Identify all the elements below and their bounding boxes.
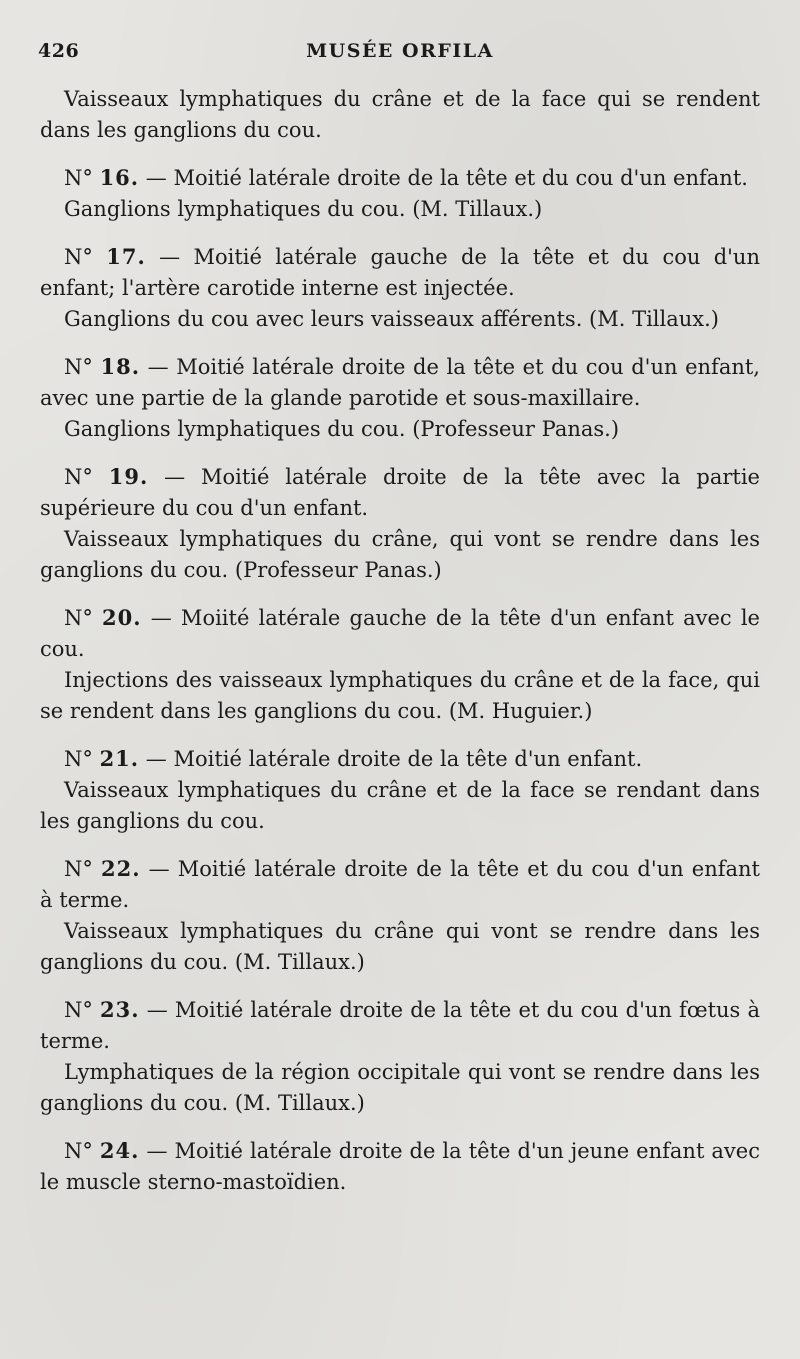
entry-title: — Moitié latérale gauche de la tête et du cou d'un enfant; l'artère carotide interne est injectée. [40, 245, 760, 300]
entry-description: Vaisseaux lymphatiques du crâne qui vont se rendre dans les ganglions du cou. (M. Tillaux.) [40, 919, 760, 974]
entry-number-label: N° [64, 166, 93, 190]
entry-heading [40, 162, 760, 194]
entry-heading [40, 1135, 760, 1198]
entry-number: 24. [99, 1138, 140, 1163]
catalog-entry [40, 351, 760, 445]
catalog-entry [40, 994, 760, 1119]
entry-number-label: N° [64, 857, 93, 881]
entry-heading [40, 853, 760, 916]
entry-number-label: N° [64, 606, 93, 630]
entry-description: Ganglions lymphatiques du cou. (Professeur Panas.) [64, 417, 620, 441]
entry-title: — Moitié latérale droite de la tête et du cou d'un enfant à terme. [40, 857, 760, 912]
catalog-entries [40, 162, 760, 1198]
entry-description: Injections des vaisseaux lymphatiques du crâne et de la face, qui se rendent dans les ganglions du cou. (M. Huguier.) [40, 668, 760, 723]
entry-number: 22. [101, 856, 141, 881]
entry-title: — Moitié latérale droite de la tête et du cou d'un fœtus à terme. [40, 998, 760, 1053]
entry-heading [40, 241, 760, 304]
running-title: MUSÉE ORFILA [306, 40, 494, 62]
catalog-entry [40, 853, 760, 978]
entry-number-label: N° [64, 747, 93, 771]
catalog-entry [40, 743, 760, 837]
entry-heading [40, 743, 760, 775]
entry-title: — Moiité latérale gauche de la tête d'un enfant avec le cou. [40, 606, 760, 661]
entry-number-label: N° [64, 245, 93, 269]
catalog-entry [40, 461, 760, 586]
entry-number: 20. [102, 605, 142, 630]
entry-number-label: N° [64, 1139, 93, 1163]
catalog-entry [40, 162, 760, 225]
page-header [38, 38, 762, 68]
catalog-entry [40, 241, 760, 335]
catalog-entry [40, 1135, 760, 1198]
entry-number-label: N° [64, 355, 93, 379]
entry-description: Vaisseaux lymphatiques du crâne et de la face se rendant dans les ganglions du cou. [40, 778, 760, 833]
entry-heading [40, 994, 760, 1057]
entry-title: — Moitié latérale droite de la tête avec la partie supérieure du cou d'un enfant. [40, 465, 760, 520]
entry-description: Ganglions lymphatiques du cou. (M. Tillaux.) [64, 197, 543, 221]
entry-title: — Moitié latérale droite de la tête et du cou d'un enfant. [145, 166, 748, 190]
entry-heading [40, 602, 760, 665]
entry-number: 18. [100, 354, 141, 379]
page-number: 426 [38, 40, 80, 62]
entry-heading [40, 461, 760, 524]
entry-title: — Moitié latérale droite de la tête et du cou d'un enfant, avec une partie de la glande parotide et sous-maxillaire. [40, 355, 760, 410]
entry-description: Vaisseaux lymphatiques du crâne, qui vont se rendre dans les ganglions du cou. (Professeur Panas.) [40, 527, 760, 582]
entry-heading [40, 351, 760, 414]
entry-number: 19. [108, 464, 149, 489]
intro-paragraph: Vaisseaux lymphatiques du crâne et de la face qui se rendent dans les ganglions du cou. [40, 87, 760, 142]
entry-number: 16. [99, 165, 140, 190]
catalog-entry [40, 602, 760, 727]
entry-description: Lymphatiques de la région occipitale qui vont se rendre dans les ganglions du cou. (M. Tillaux.) [40, 1060, 760, 1115]
entry-number: 17. [106, 244, 146, 269]
entry-title: — Moitié latérale droite de la tête d'un jeune enfant avec le muscle sterno-mastoïdien. [40, 1139, 760, 1194]
entry-title: — Moitié latérale droite de la tête d'un enfant. [145, 747, 643, 771]
page-body [40, 84, 760, 1214]
entry-number: 23. [100, 997, 140, 1022]
entry-number: 21. [99, 746, 140, 771]
entry-description: Ganglions du cou avec leurs vaisseaux afférents. (M. Tillaux.) [64, 307, 719, 331]
entry-number-label: N° [64, 465, 93, 489]
entry-number-label: N° [64, 998, 93, 1022]
